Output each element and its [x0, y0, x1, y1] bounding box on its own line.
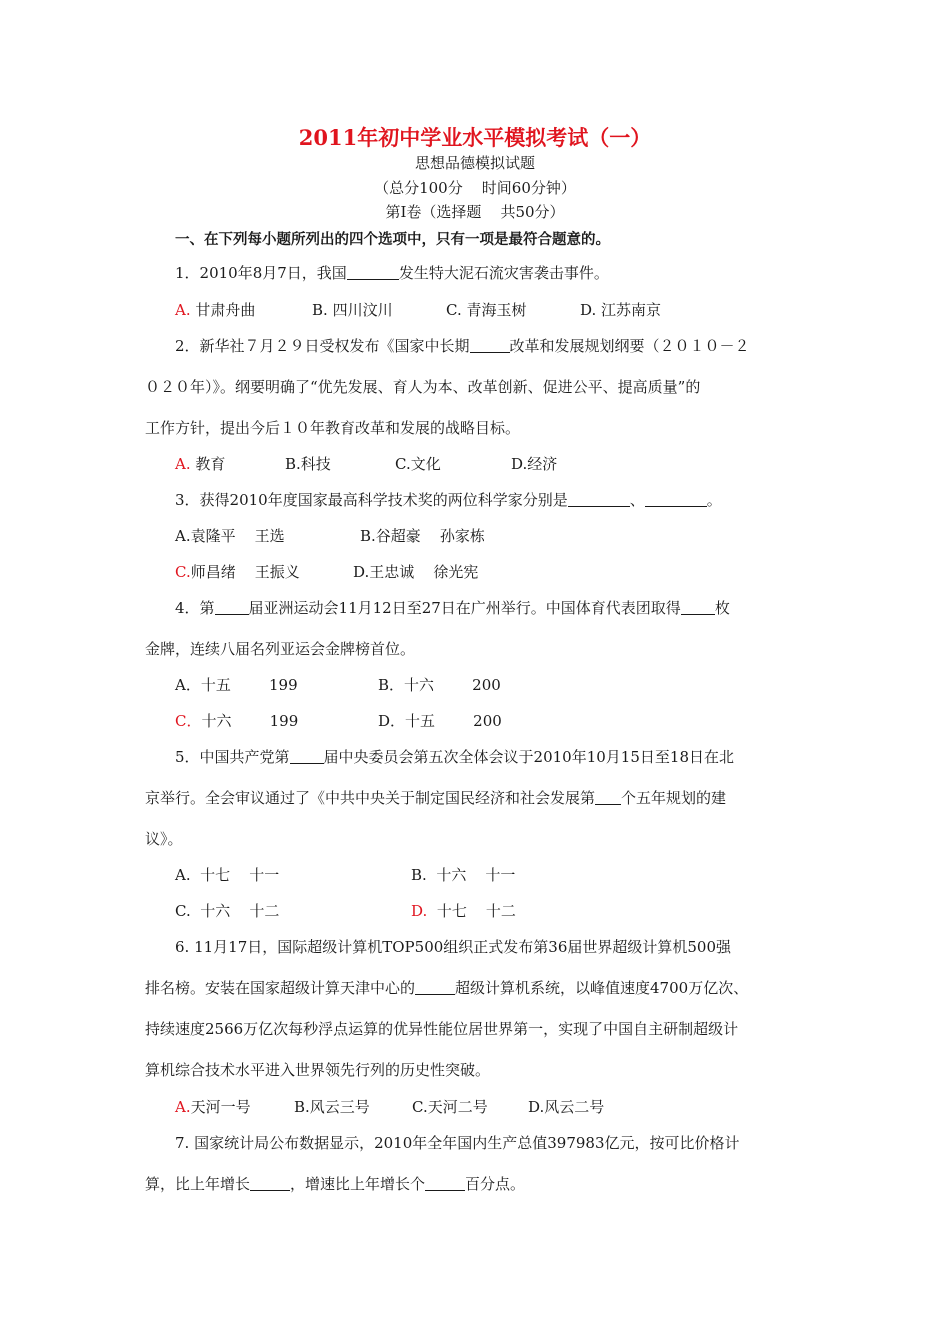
- answer-blank: [415, 980, 455, 995]
- option-letter: D.: [528, 1098, 545, 1116]
- q1-text-a: 1．2010年8月7日，我国: [175, 264, 347, 282]
- option-letter: C.: [175, 563, 191, 581]
- exam-score-time: （总分100分 时间60分钟）: [374, 179, 576, 197]
- option-letter: A.: [175, 1098, 191, 1116]
- q1-option-a: [175, 299, 255, 320]
- q5-text-a: 5．中国共产党第: [175, 748, 290, 766]
- q7-text-c: 百分点。: [465, 1175, 526, 1193]
- q6-text-a: 排名榜。安装在国家超级计算天津中心的: [145, 979, 416, 997]
- answer-blank: [681, 600, 715, 615]
- question-6-line-3: 持续速度2566万亿次每秒浮点运算的优异性能位居世界第一，实现了中国自主研制超级计: [145, 1020, 739, 1038]
- question-7-line-1: 7. 国家统计局公布数据显示，2010年全年国内生产总值397983亿元，按可比价格计: [175, 1134, 740, 1152]
- option-text: 十六 十一: [436, 866, 516, 884]
- option-text: 十五 199: [200, 676, 298, 694]
- question-1: [175, 262, 609, 283]
- option-letter: D.: [353, 563, 370, 581]
- q1-option-b: [312, 299, 393, 320]
- question-3: [175, 489, 722, 510]
- q2-option-c: [395, 453, 441, 474]
- option-letter: C.: [446, 301, 462, 319]
- option-letter: B.: [285, 455, 301, 473]
- q3-option-c: [175, 561, 300, 582]
- q5-option-c: [175, 900, 279, 921]
- q6-option-c: [412, 1096, 488, 1117]
- question-2-line-3: 工作方针，提出今后１０年教育改革和发展的战略目标。: [145, 419, 521, 437]
- exam-volume: 第I卷（选择题 共50分）: [385, 203, 565, 221]
- section-heading: 一、在下列每小题所列出的四个选项中，只有一项是最符合题意的。: [175, 232, 610, 248]
- q6-text-b: 超级计算机系统，以峰值速度4700万亿次、: [455, 979, 749, 997]
- option-text: 风云二号: [544, 1098, 605, 1116]
- q5-text-d: 个五年规划的建: [621, 789, 727, 807]
- option-letter: A.: [175, 527, 191, 545]
- q6-option-a: [175, 1096, 251, 1117]
- question-4-line-1: [175, 597, 730, 618]
- q2-option-b: [285, 453, 331, 474]
- question-5-line-2: [145, 787, 726, 808]
- question-6-line-2: [145, 977, 748, 998]
- option-letter: B.: [312, 301, 328, 319]
- option-text: 十七 十一: [200, 866, 280, 884]
- question-5-line-3: 议》。: [145, 830, 183, 848]
- q3-option-a: [175, 525, 285, 546]
- answer-blank: [568, 492, 630, 507]
- question-7-line-2: [145, 1173, 525, 1194]
- q6-option-b: [294, 1096, 370, 1117]
- question-6-line-4: 算机综合技术水平进入世界领先行列的历史性突破。: [145, 1061, 491, 1079]
- option-text: 袁隆平 王选: [190, 527, 285, 545]
- option-letter: A.: [175, 301, 191, 319]
- option-text: 十五 200: [405, 712, 502, 730]
- option-text: 谷超豪 孙家栋: [375, 527, 485, 545]
- answer-blank: [425, 1176, 465, 1191]
- q7-text-b: ，增速比上年增长个: [290, 1175, 426, 1193]
- option-text: 十六 200: [404, 676, 501, 694]
- q4-option-a: [175, 674, 298, 695]
- option-letter: A．: [175, 676, 201, 694]
- q3-end: 。: [706, 491, 722, 509]
- question-2-line-2: ０２０年）》。纲要明确了“优先发展、育人为本、改革创新、促进公平、提高质量”的: [145, 378, 701, 396]
- q1-text-b: 发生特大泥石流灾害袭击事件。: [398, 264, 609, 282]
- option-text: 师昌绪 王振义: [190, 563, 300, 581]
- option-letter: C.: [395, 455, 411, 473]
- option-text: 十七 十二: [436, 902, 516, 920]
- question-5-line-1: [175, 746, 734, 767]
- exam-title: 2011年初中学业水平模拟考试（一）: [298, 125, 652, 150]
- answer-blank: [470, 338, 510, 353]
- q4-option-d: [378, 710, 502, 731]
- option-text: 王忠诚 徐光宪: [369, 563, 479, 581]
- option-text: 十六 199: [201, 712, 299, 730]
- option-letter: B．: [378, 676, 405, 694]
- option-text: 四川汶川: [332, 301, 393, 319]
- option-letter: C.: [175, 902, 191, 920]
- question-2-line-1: [175, 335, 750, 356]
- option-text: 天河二号: [427, 1098, 488, 1116]
- option-letter: A.: [175, 455, 191, 473]
- option-text: 教育: [195, 455, 226, 473]
- option-letter: A.: [175, 866, 191, 884]
- option-text: 青海玉树: [466, 301, 527, 319]
- option-text: 江苏南京: [601, 301, 662, 319]
- q2-text-a: 2．新华社７月２９日受权发布《国家中长期: [175, 337, 470, 355]
- answer-blank: [347, 265, 399, 280]
- q5-option-d: [411, 900, 516, 921]
- option-letter: D.: [580, 301, 597, 319]
- option-text: 十六 十二: [200, 902, 280, 920]
- q1-option-d: [580, 299, 661, 320]
- q3-option-d: [353, 561, 478, 582]
- question-4-line-2: 金牌，连续八届名列亚运会金牌榜首位。: [145, 640, 416, 658]
- option-letter: D.: [411, 902, 428, 920]
- q5-option-b: [411, 864, 515, 885]
- q5-text-c: 京举行。全会审议通过了《中共中央关于制定国民经济和社会发展第: [145, 789, 596, 807]
- q2-option-d: [511, 453, 557, 474]
- q5-option-a: [175, 864, 279, 885]
- option-text: 科技: [300, 455, 331, 473]
- q3-text: 3．获得2010年度国家最高科学技术奖的两位科学家分别是: [175, 491, 568, 509]
- option-letter: C．: [175, 712, 202, 730]
- option-text: 经济: [527, 455, 558, 473]
- q1-option-c: [446, 299, 527, 320]
- option-letter: B.: [411, 866, 427, 884]
- option-text: 风云三号: [309, 1098, 370, 1116]
- q4-option-b: [378, 674, 501, 695]
- option-letter: B.: [360, 527, 376, 545]
- q7-text-a: 算，比上年增长: [145, 1175, 251, 1193]
- q2-option-a: [175, 453, 225, 474]
- q3-separator: 、: [629, 491, 645, 509]
- option-text: 文化: [410, 455, 441, 473]
- q3-option-b: [360, 525, 485, 546]
- q4-text-b: 届亚洲运动会11月12日至27日在广州举行。中国体育代表团取得: [248, 599, 681, 617]
- q2-text-b: 改革和发展规划纲要（２０１０－２: [509, 337, 750, 355]
- q4-option-c: [175, 710, 298, 731]
- q5-text-b: 届中央委员会第五次全体会议于2010年10月15日至18日在北: [323, 748, 734, 766]
- option-letter: D.: [511, 455, 528, 473]
- option-letter: D．: [378, 712, 406, 730]
- question-6-line-1: 6. 11月17日，国际超级计算机TOP500组织正式发布第36届世界超级计算机500强: [175, 938, 731, 956]
- answer-blank: [215, 600, 249, 615]
- answer-blank: [290, 749, 324, 764]
- option-text: 甘肃舟曲: [195, 301, 256, 319]
- option-text: 天河一号: [190, 1098, 251, 1116]
- answer-blank: [645, 492, 707, 507]
- answer-blank: [250, 1176, 290, 1191]
- q6-option-d: [528, 1096, 604, 1117]
- option-letter: B.: [294, 1098, 310, 1116]
- answer-blank: [595, 790, 621, 805]
- exam-subject: 思想品德模拟试题: [414, 154, 535, 172]
- q4-text-a: 4．第: [175, 599, 215, 617]
- q4-text-c: 枚: [714, 599, 730, 617]
- option-letter: C.: [412, 1098, 428, 1116]
